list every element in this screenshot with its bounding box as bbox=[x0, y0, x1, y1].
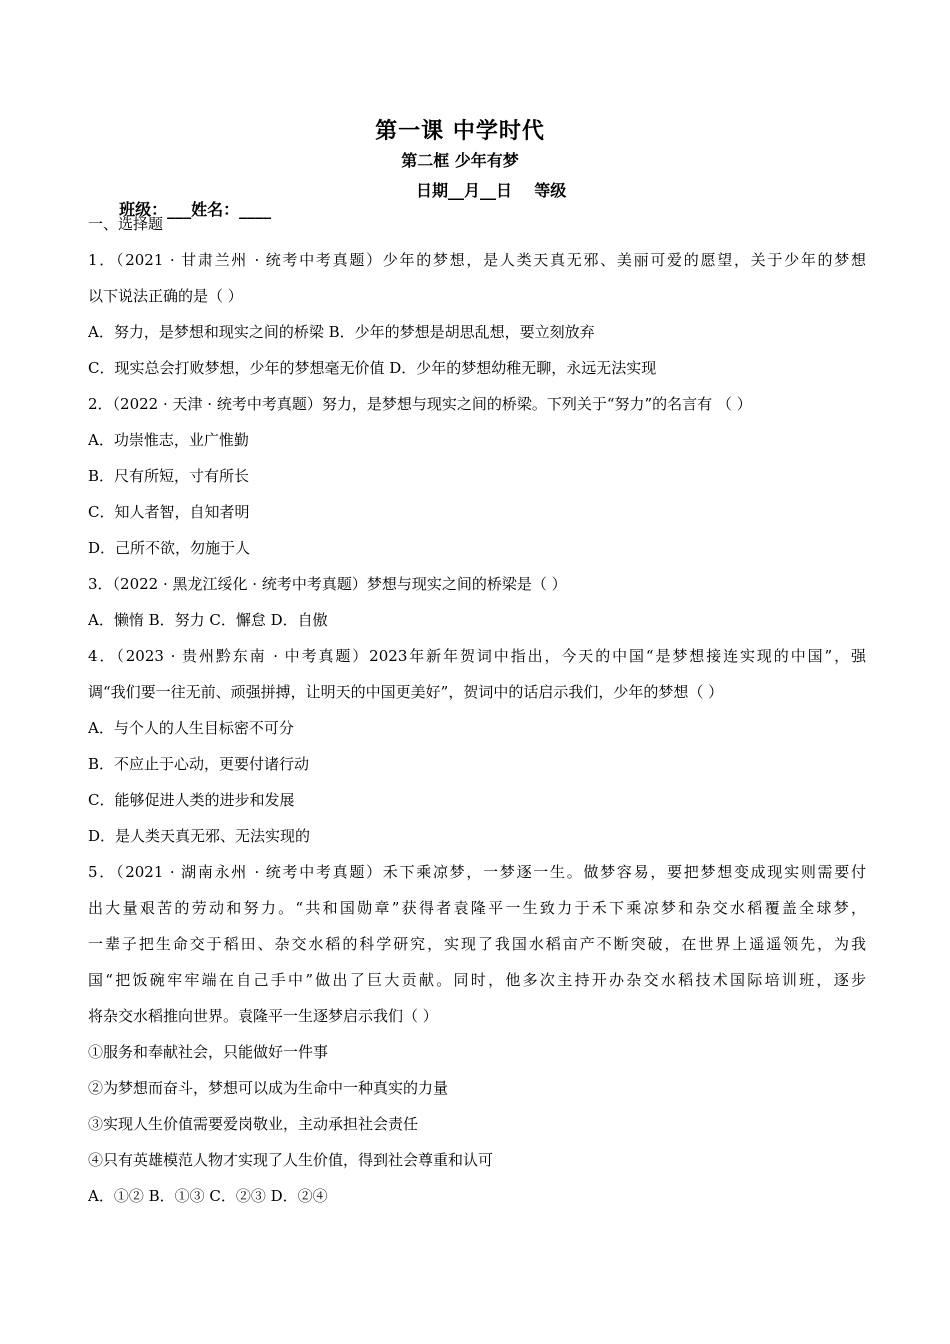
statement-line: ③实现人生价值需要爱岗敬业，主动承担社会责任 bbox=[88, 1115, 419, 1133]
class-name-field: 班级：___姓名：____ bbox=[119, 200, 272, 219]
question-line: 3．（2022 · 黑龙江绥化 · 统考中考真题）梦想与现实之间的桥梁是（ ） bbox=[88, 575, 567, 593]
option-line: A．①② B．①③ C．②③ D．②④ bbox=[88, 1187, 328, 1205]
question-line: 将杂交水稻推向世界。袁隆平一生逐梦启示我们（ ） bbox=[88, 1007, 438, 1025]
date-grade-field: 日期__月__日 等级 bbox=[416, 181, 567, 200]
option-line: B．尺有所短，寸有所长 bbox=[88, 467, 250, 485]
question-line: 出大量艰苦的劳动和努力。“共和国勋章”获得者袁隆平一生致力于禾下乘凉梦和杂交水稻覆盖全球梦， bbox=[88, 899, 866, 917]
question-line: 以下说法正确的是（ ） bbox=[88, 287, 243, 305]
question-line: 1．（2021 · 甘肃兰州 · 统考中考真题）少年的梦想，是人类天真无邪、美丽可爱的愿望，关于少年的梦想 bbox=[88, 251, 866, 269]
option-line: C．现实总会打败梦想，少年的梦想毫无价值 D．少年的梦想幼稚无聊，永远无法实现 bbox=[88, 359, 657, 377]
question-line: 5．（2021 · 湖南永州 · 统考中考真题）禾下乘凉梦，一梦逐一生。做梦容易，要把梦想变成现实则需要付 bbox=[88, 863, 866, 881]
question-line: 2．（2022 · 天津 · 统考中考真题）努力，是梦想与现实之间的桥梁。下列关于“努力”的名言有 （ ） bbox=[88, 395, 752, 413]
option-line: A．努力，是梦想和现实之间的桥梁 B．少年的梦想是胡思乱想，要立刻放弃 bbox=[88, 323, 595, 341]
option-line: C．能够促进人类的进步和发展 bbox=[88, 791, 295, 809]
statement-line: ④只有英雄模范人物才实现了人生价值，得到社会尊重和认可 bbox=[88, 1151, 494, 1169]
statement-line: ②为梦想而奋斗，梦想可以成为生命中一种真实的力量 bbox=[88, 1079, 449, 1097]
question-line: 国“把饭碗牢牢端在自己手中”做出了巨大贡献。同时，他多次主持开办杂交水稻技术国际培训班，逐步 bbox=[88, 971, 866, 989]
option-line: A．与个人的人生目标密不可分 bbox=[88, 719, 294, 737]
question-line: 调“我们要一往无前、顽强拼搏，让明天的中国更美好”，贺词中的话启示我们，少年的梦想（ ） bbox=[88, 683, 724, 701]
section-heading: 一、选择题 bbox=[88, 215, 164, 233]
question-line: 一辈子把生命交于稻田、杂交水稻的科学研究，实现了我国水稻亩产不断突破，在世界上遥遥领先，为我 bbox=[88, 935, 866, 953]
page-subtitle: 第二框 少年有梦 bbox=[401, 151, 519, 170]
option-line: D．是人类天真无邪、无法实现的 bbox=[88, 827, 311, 845]
option-line: D．己所不欲，勿施于人 bbox=[88, 539, 251, 557]
question-list bbox=[88, 206, 866, 1214]
option-line: C．知人者智，自知者明 bbox=[88, 503, 250, 521]
option-line: B．不应止于心动，更要付诸行动 bbox=[88, 755, 310, 773]
page-title: 第一课 中学时代 bbox=[375, 118, 545, 144]
question-line: 4．（2023 · 贵州黔东南 · 中考真题）2023年新年贺词中指出，今天的中国“是梦想接连实现的中国”，强 bbox=[88, 647, 866, 665]
statement-line: ①服务和奉献社会，只能做好一件事 bbox=[88, 1043, 329, 1061]
option-line: A．懒惰 B．努力 C．懈怠 D．自傲 bbox=[88, 611, 328, 629]
option-line: A．功崇惟志，业广惟勤 bbox=[88, 431, 249, 449]
